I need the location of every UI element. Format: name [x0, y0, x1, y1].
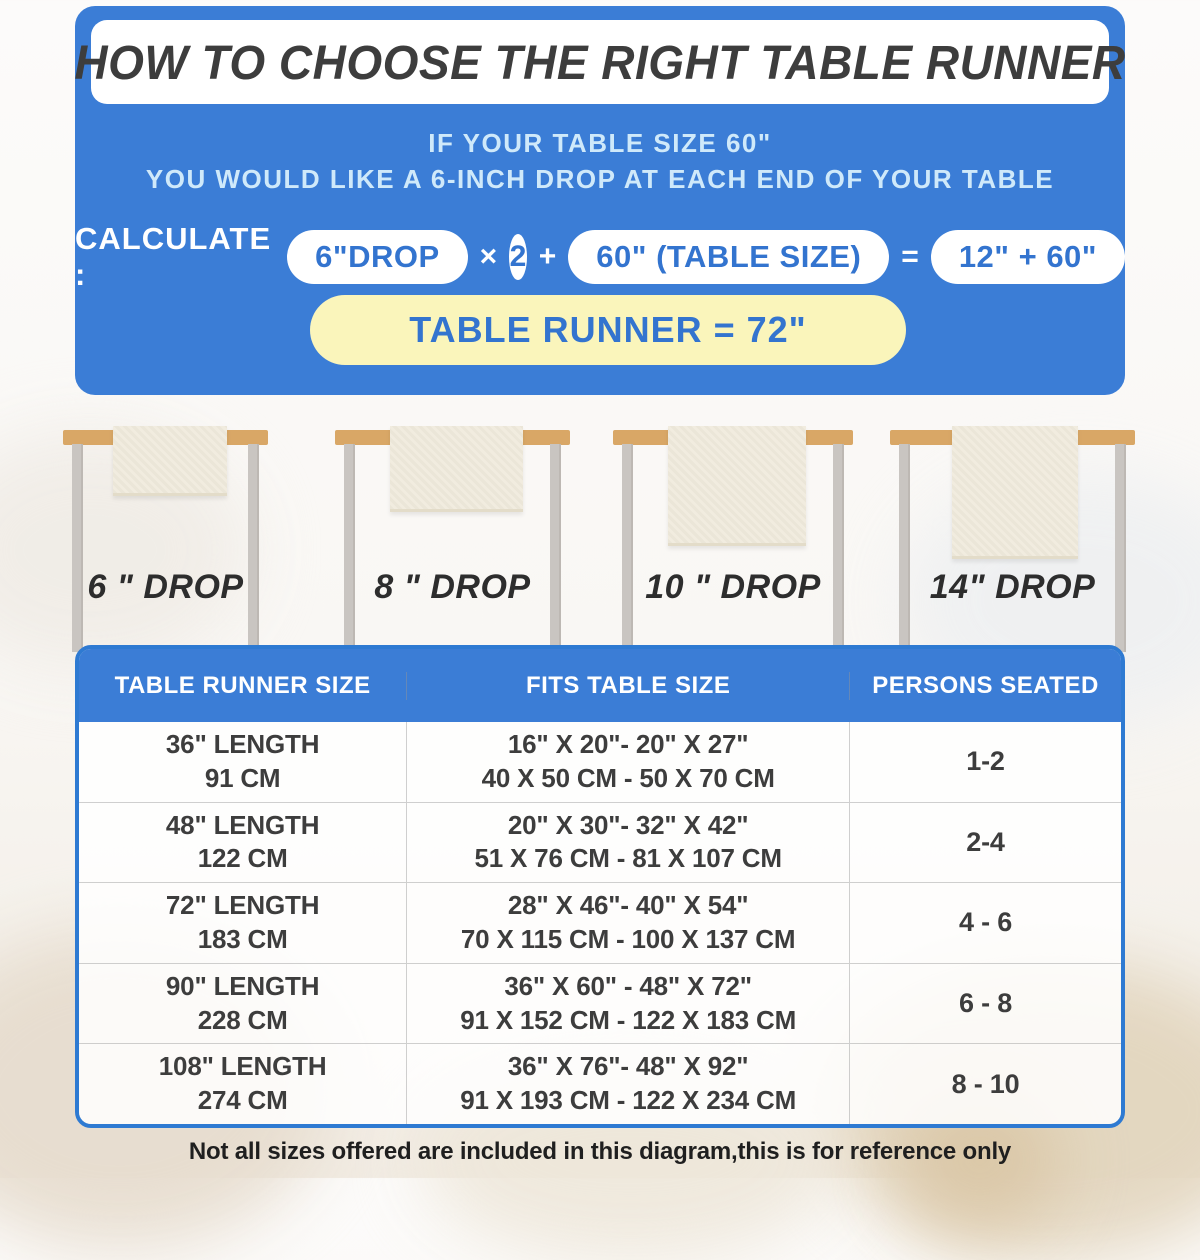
runner-size-cm: 183 CM [197, 923, 288, 954]
size-chart-header [79, 649, 1121, 722]
runner-cloth [390, 426, 523, 512]
runner-size-in: 72" LENGTH [165, 890, 320, 921]
runner-size-in: 36" LENGTH [165, 729, 320, 759]
table-size-pill: 60" (TABLE SIZE) [568, 230, 889, 284]
runner-size-cm: 228 CM [197, 1004, 288, 1035]
disclaimer-note: Not all sizes offered are included in this diagram,this is for reference only [188, 1138, 1012, 1165]
drop-label: 14" DROP [929, 568, 1096, 606]
runner-size-in: 90" LENGTH [165, 970, 320, 1001]
runner-size-cell [79, 722, 407, 802]
table-leg-right [248, 444, 259, 652]
fits-size-cell [407, 964, 850, 1044]
multiply-operator: × [479, 240, 498, 273]
drop-label: 10 " DROP [645, 568, 821, 606]
runner-cloth [952, 426, 1078, 559]
size-chart-table [75, 645, 1125, 1128]
header-fits-table-size: FITS TABLE SIZE [407, 672, 850, 700]
sum-pill: 12" + 60" [931, 230, 1125, 284]
table-leg-left [899, 444, 910, 652]
multiplier-circle: 2 [509, 234, 527, 280]
runner-size-in: 48" LENGTH [165, 809, 320, 840]
header-runner-size: TABLE RUNNER SIZE [79, 672, 407, 700]
fits-size-in: 28" X 46"- 40" X 54" [507, 890, 749, 921]
drop-pill: 6"DROP [287, 230, 468, 284]
fits-size-cm: 70 X 115 CM - 100 X 137 CM [460, 923, 796, 954]
runner-size-cell [79, 1044, 407, 1124]
table-row [79, 802, 1121, 883]
table-leg-left [622, 444, 633, 652]
fits-size-cell [407, 1044, 850, 1124]
fits-size-cm: 91 X 152 CM - 122 X 183 CM [460, 1004, 797, 1035]
runner-result-pill: TABLE RUNNER = 72" [310, 295, 906, 365]
drop-label: 8 " DROP [374, 568, 531, 606]
fits-size-cell [407, 803, 850, 883]
persons-cell: 4 - 6 [959, 907, 1013, 938]
fits-size-in: 36" X 60" - 48" X 72" [504, 970, 752, 1001]
size-chart-body [79, 722, 1121, 1124]
table-leg-left [72, 444, 83, 652]
persons-cell: 2-4 [966, 826, 1005, 857]
plus-operator: + [538, 240, 557, 273]
fits-size-in: 36" X 76"- 48" X 92" [507, 1051, 749, 1082]
runner-cloth [668, 426, 806, 546]
calculation-row [75, 221, 1125, 292]
fits-size-cell [407, 883, 850, 963]
header-banner [75, 6, 1125, 395]
runner-cloth [113, 426, 227, 496]
page-title: HOW TO CHOOSE THE RIGHT TABLE RUNNER [74, 34, 1126, 90]
fits-size-cm: 91 X 193 CM - 122 X 234 CM [460, 1085, 797, 1116]
table-leg-right [550, 444, 561, 652]
table-row [79, 1043, 1121, 1124]
subtitle-line-2: YOU WOULD LIKE A 6-INCH DROP AT EACH END OF YOUR TABLE [145, 164, 1055, 194]
runner-size-cm: 274 CM [197, 1085, 288, 1116]
fits-size-in: 16" X 20"- 20" X 27" [507, 729, 749, 759]
equals-operator: = [901, 240, 919, 273]
calculate-label: CALCULATE : [75, 221, 272, 292]
table-leg-right [833, 444, 844, 652]
title-box [74, 20, 1126, 104]
runner-size-cell [79, 883, 407, 963]
table-row [79, 882, 1121, 963]
header-persons-seated: PERSONS SEATED [872, 671, 1099, 699]
fits-size-cm: 51 X 76 CM - 81 X 107 CM [474, 843, 782, 874]
fits-size-in: 20" X 30"- 32" X 42" [507, 809, 749, 840]
table-row [79, 963, 1121, 1044]
drop-label: 6 " DROP [87, 568, 244, 606]
table-leg-right [1115, 444, 1126, 652]
subtitle-line-1: IF YOUR TABLE SIZE 60" [428, 128, 772, 158]
persons-cell: 6 - 8 [959, 988, 1013, 1019]
persons-cell: 8 - 10 [951, 1068, 1020, 1099]
table-row [79, 722, 1121, 802]
table-leg-left [344, 444, 355, 652]
fits-size-cm: 40 X 50 CM - 50 X 70 CM [481, 762, 775, 793]
runner-size-cm: 122 CM [197, 843, 288, 874]
fits-size-cell [407, 722, 850, 802]
runner-size-cell [79, 803, 407, 883]
persons-cell: 1-2 [966, 746, 1005, 777]
runner-size-cell [79, 964, 407, 1044]
runner-size-cm: 91 CM [204, 762, 281, 793]
runner-size-in: 108" LENGTH [158, 1051, 327, 1082]
